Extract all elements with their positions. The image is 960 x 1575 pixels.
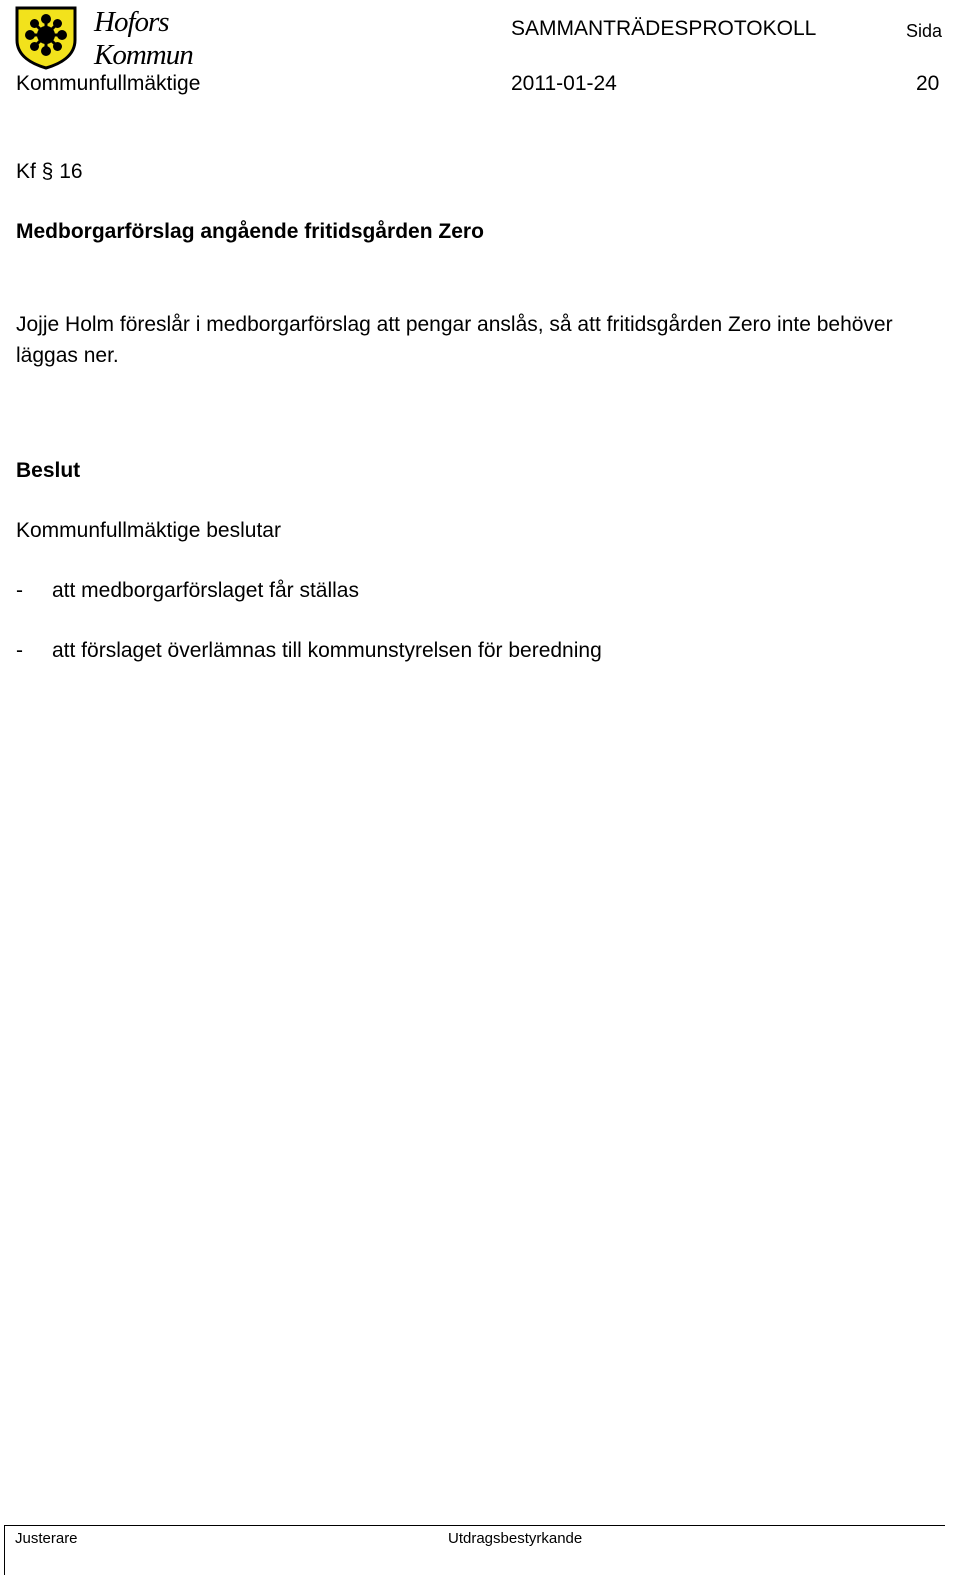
paragraph-reference: Kf § 16: [16, 160, 83, 183]
decision-intro: Kommunfullmäktige beslutar: [16, 519, 281, 542]
page-label: Sida: [906, 21, 943, 41]
logo-wordmark: Hofors Kommun: [94, 6, 193, 71]
decision-item-text: att medborgarförslaget får ställas: [52, 579, 359, 602]
item-title: Medborgarförslag angående fritidsgården Zero: [16, 220, 484, 243]
page-number: 20: [916, 72, 940, 95]
meeting-date: 2011-01-24: [511, 72, 617, 95]
coat-of-arms-icon: [14, 4, 80, 70]
utdragsbestyrkande-label: Utdragsbestyrkande: [448, 1530, 583, 1547]
meeting-body: Kommunfullmäktige: [16, 72, 201, 95]
document-type: SAMMANTRÄDESPROTOKOLL: [511, 17, 817, 40]
decision-item-dash: -: [16, 639, 23, 662]
signature-footer: [4, 1525, 945, 1575]
decision-item-dash: -: [16, 579, 23, 602]
justerare-label: Justerare: [15, 1530, 78, 1547]
decision-item-text: att förslaget överlämnas till kommunstyrelsen för beredning: [52, 639, 602, 662]
hofors-kommun-logo: [14, 4, 264, 70]
item-body: Jojje Holm föreslår i medborgarförslag att pengar anslås, så att fritidsgården Zero inte behöver läggas ner.: [16, 313, 893, 367]
decision-heading: Beslut: [16, 459, 81, 482]
